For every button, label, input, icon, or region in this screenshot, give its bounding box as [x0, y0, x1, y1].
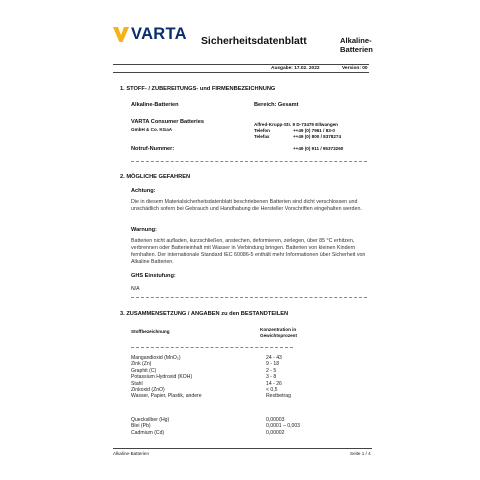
table-header-divider	[131, 347, 293, 348]
component-name: Mangandioxid (MnO₂)	[131, 355, 181, 361]
component-concentration: < 0,5	[266, 387, 278, 393]
achtung-text: Die in diesem Materialsicherheitsdatenblatt beschriebenen Batterien sind dicht verschlossen und unschädlich sofern bei Gebrauch und Handhabung die Hersteller Vorschriften eingehalten werden.	[131, 199, 362, 213]
component-name: Potassium Hydroxid (KOH)	[131, 374, 193, 381]
component-concentration: 0,0001 – 0,003	[266, 423, 300, 430]
section-2-heading: 2. MÖGLICHE GEFAHREN	[120, 174, 191, 180]
company-address: Alfred-Krupp-Str. 9 D-73479 Ellwangen	[254, 122, 338, 127]
warnung-label: Warnung:	[131, 227, 157, 233]
issue-date: Ausgabe: 17.02. 2022	[271, 66, 320, 71]
component-concentration: 0,00003	[266, 417, 285, 423]
document-title: Sicherheitsdatenblatt	[201, 36, 307, 47]
component-name: Quecksilber (Hg)	[131, 417, 170, 423]
emergency-value: ++49 (0) 911 / 95373260	[293, 146, 344, 151]
document-product: Alkaline-Batterien	[340, 36, 373, 54]
telefon-value: ++49 (0) 7961 / 83-0	[293, 128, 335, 133]
telefax-label: Telefax	[254, 134, 270, 139]
section-1-divider	[131, 161, 367, 162]
component-concentration: 9 - 18	[266, 361, 280, 368]
header-rule	[113, 64, 369, 65]
product-label: Alkaline-Batterien	[131, 102, 179, 108]
footer-page-number: Seite 1 / 4	[350, 451, 371, 456]
component-concentration: Restbetrag	[266, 393, 291, 400]
column-concentration-header-line1: Konzentration in	[260, 327, 297, 332]
header-rule-lower	[113, 72, 369, 73]
company-name: VARTA Consumer Batteries	[131, 119, 204, 125]
component-name: Zinkoxid (ZnO)	[131, 387, 165, 393]
ghs-value: N/A	[131, 286, 140, 292]
component-concentration: 3 - 8	[266, 374, 277, 381]
brand-wordmark: VARTA	[131, 25, 187, 43]
component-concentration: 14 - 26	[266, 380, 282, 387]
varta-logo	[113, 25, 187, 45]
version-label: Version: 00	[342, 66, 368, 71]
footer-rule	[113, 448, 372, 449]
component-concentration: 2 - 5	[266, 367, 277, 374]
column-substance-header: Stoffbezeichnung	[131, 329, 170, 334]
emergency-label: Notruf-Nummer:	[131, 146, 175, 152]
component-concentration: 0,00002	[266, 429, 285, 436]
varta-chevron-icon	[113, 27, 129, 43]
achtung-label: Achtung:	[131, 188, 156, 194]
company-subname: GmbH & Co. KGaA	[131, 127, 173, 132]
component-name: Zink (Zn)	[131, 361, 152, 368]
section-2-divider	[131, 297, 367, 298]
footer-product: Alkaline-Batterien	[113, 451, 150, 456]
component-concentration: 24 - 43	[266, 355, 282, 361]
component-name: Graphit (C)	[131, 367, 157, 374]
component-name: Cadmium (Cd)	[131, 429, 165, 436]
warnung-text: Batterien nicht aufladen, kurzschließen, anstechen, deformieren, zerlegen, über 85 °C erhitzen, verbrennen oder Batterieinhalt mit Wasser in Verbindung bringen. Batterien von kleinen Kindern fernhalten. Der internationale Standard IEC 60086-5 enthält mehr Informationen über Sicherheit von Alkaline Batterien.	[131, 238, 366, 266]
telefon-label: Telefon	[254, 128, 270, 133]
section-1-heading: 1. STOFF- / ZUBEREITUNGS- und FIRMENBEZEICHNUNG	[120, 86, 276, 92]
ghs-label: GHS Einstufung:	[131, 273, 176, 279]
area-label: Bereich: Gesamt	[254, 102, 299, 108]
column-concentration-header-line2: Gewichtsprozent	[260, 333, 298, 338]
component-name: Wasser, Papier, Plastik, andere	[131, 393, 202, 400]
section-3-heading: 3. ZUSAMMENSETZUNG / ANGABEN zu den BESTANDTEILEN	[120, 311, 289, 317]
component-name: Blei (Pb)	[131, 423, 151, 430]
telefax-value: ++49 (0) 800 / 8378274	[293, 134, 342, 139]
component-name: Stahl	[131, 380, 143, 387]
